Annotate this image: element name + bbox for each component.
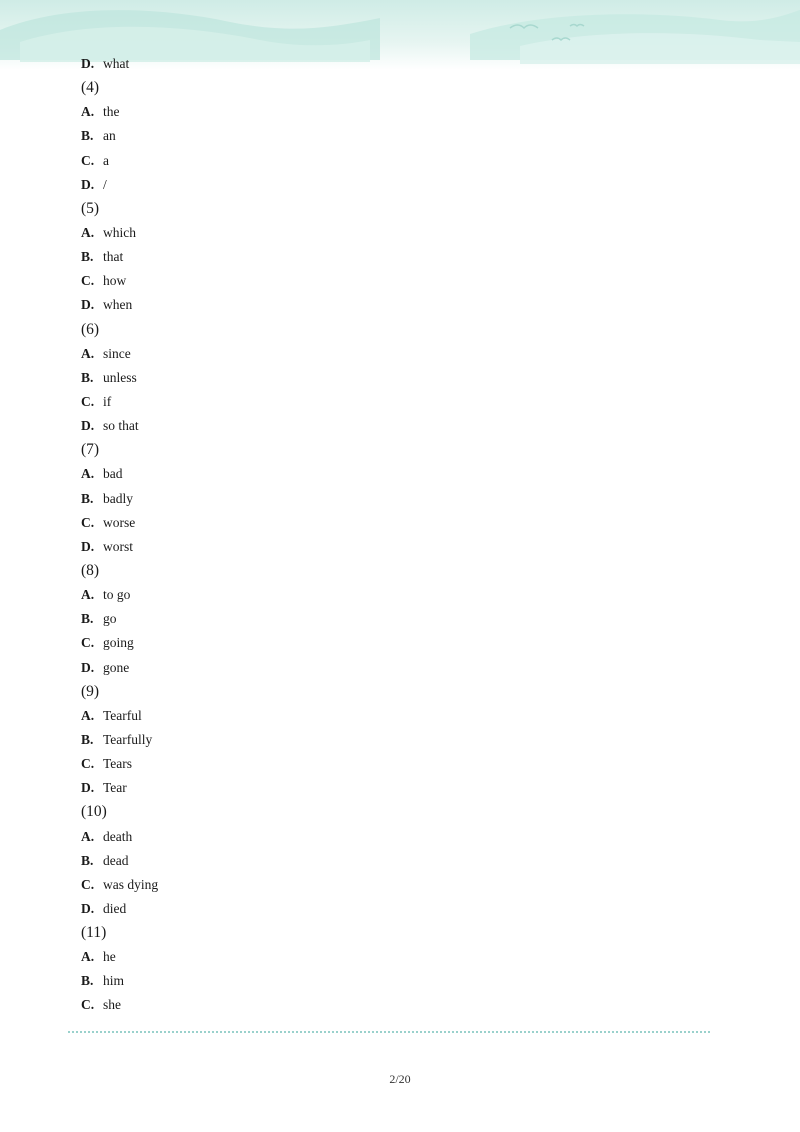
option-letter: A.	[81, 224, 95, 240]
option-text: she	[103, 997, 121, 1013]
option-text: he	[103, 949, 116, 965]
answer-option	[81, 149, 721, 173]
option-text: so that	[103, 418, 139, 434]
answer-option	[81, 100, 721, 124]
option-text: him	[103, 973, 125, 989]
answer-option	[81, 945, 721, 969]
option-text: how	[103, 273, 127, 289]
question-number: (6)	[81, 320, 100, 338]
option-text: Tears	[103, 756, 133, 772]
option-letter: C.	[81, 273, 95, 289]
option-letter: C.	[81, 876, 95, 892]
option-text: unless	[103, 369, 137, 385]
option-letter: B.	[81, 369, 94, 385]
option-text: when	[103, 297, 133, 313]
option-text: was dying	[103, 876, 159, 892]
question-options-list	[81, 52, 721, 1018]
option-letter: A.	[81, 707, 95, 723]
option-letter: C.	[81, 635, 95, 651]
option-letter: A.	[81, 587, 95, 603]
option-letter: D.	[81, 780, 95, 796]
option-letter: B.	[81, 852, 94, 868]
option-text: Tearful	[103, 707, 142, 723]
option-letter: B.	[81, 128, 94, 144]
answer-option	[81, 873, 721, 897]
option-text: since	[103, 345, 131, 361]
answer-option	[81, 245, 721, 269]
option-letter: B.	[81, 490, 94, 506]
option-text: go	[103, 611, 117, 627]
footer-divider	[68, 1031, 710, 1033]
option-letter: D.	[81, 538, 95, 554]
question-number: (8)	[81, 561, 100, 579]
answer-option	[81, 221, 721, 245]
option-letter: D.	[81, 297, 95, 313]
option-letter: C.	[81, 152, 95, 168]
answer-option	[81, 511, 721, 535]
option-letter: B.	[81, 973, 94, 989]
answer-option	[81, 487, 721, 511]
option-text: badly	[103, 490, 133, 506]
option-letter: D.	[81, 900, 95, 916]
option-text: what	[103, 56, 130, 71]
answer-option	[81, 342, 721, 366]
answer-option	[81, 52, 721, 76]
question-number: (11)	[81, 924, 107, 942]
answer-option	[81, 535, 721, 559]
answer-option	[81, 366, 721, 390]
answer-option	[81, 293, 721, 317]
answer-option	[81, 462, 721, 486]
answer-option	[81, 124, 721, 148]
option-text: died	[103, 900, 127, 916]
option-letter: B.	[81, 731, 94, 747]
option-text: if	[103, 393, 112, 409]
option-text: a	[103, 152, 109, 168]
question-number: (7)	[81, 441, 100, 459]
option-text: gone	[103, 659, 130, 675]
option-text: to go	[103, 587, 131, 603]
option-letter: A.	[81, 345, 95, 361]
option-letter: A.	[81, 828, 95, 844]
answer-option	[81, 849, 721, 873]
answer-option	[81, 897, 721, 921]
option-letter: D.	[81, 176, 95, 192]
answer-option	[81, 269, 721, 293]
option-text: that	[103, 249, 124, 265]
answer-option	[81, 583, 721, 607]
option-letter: D.	[81, 659, 95, 675]
option-text: an	[103, 128, 116, 144]
option-text: Tear	[103, 780, 127, 796]
option-text: Tearfully	[103, 731, 153, 747]
answer-option	[81, 390, 721, 414]
option-letter: A.	[81, 949, 95, 965]
option-text: going	[103, 635, 134, 651]
answer-option	[81, 752, 721, 776]
option-letter: C.	[81, 997, 95, 1013]
answer-option	[81, 414, 721, 438]
option-text: bad	[103, 466, 123, 482]
option-letter: C.	[81, 393, 95, 409]
question-number: (9)	[81, 682, 100, 700]
answer-option	[81, 728, 721, 752]
answer-option	[81, 993, 721, 1017]
answer-option	[81, 656, 721, 680]
option-text: the	[103, 104, 120, 120]
option-letter: C.	[81, 756, 95, 772]
option-letter: B.	[81, 249, 94, 265]
option-text: which	[103, 224, 136, 240]
answer-option	[81, 704, 721, 728]
option-text: worse	[103, 514, 136, 530]
option-letter: A.	[81, 466, 95, 482]
question-number: (10)	[81, 803, 107, 821]
option-letter: C.	[81, 514, 95, 530]
option-letter: A.	[81, 104, 95, 120]
answer-option	[81, 607, 721, 631]
option-letter: B.	[81, 611, 94, 627]
option-text: death	[103, 828, 133, 844]
option-text: /	[103, 176, 107, 192]
answer-option	[81, 825, 721, 849]
option-letter: D.	[81, 56, 95, 71]
answer-option	[81, 631, 721, 655]
answer-option	[81, 969, 721, 993]
question-number: (5)	[81, 199, 100, 217]
option-text: dead	[103, 852, 129, 868]
option-text: worst	[103, 538, 133, 554]
option-letter: D.	[81, 418, 95, 434]
question-number: (4)	[81, 79, 100, 97]
answer-option	[81, 776, 721, 800]
answer-option	[81, 173, 721, 197]
page-number: 2/20	[389, 1072, 411, 1086]
